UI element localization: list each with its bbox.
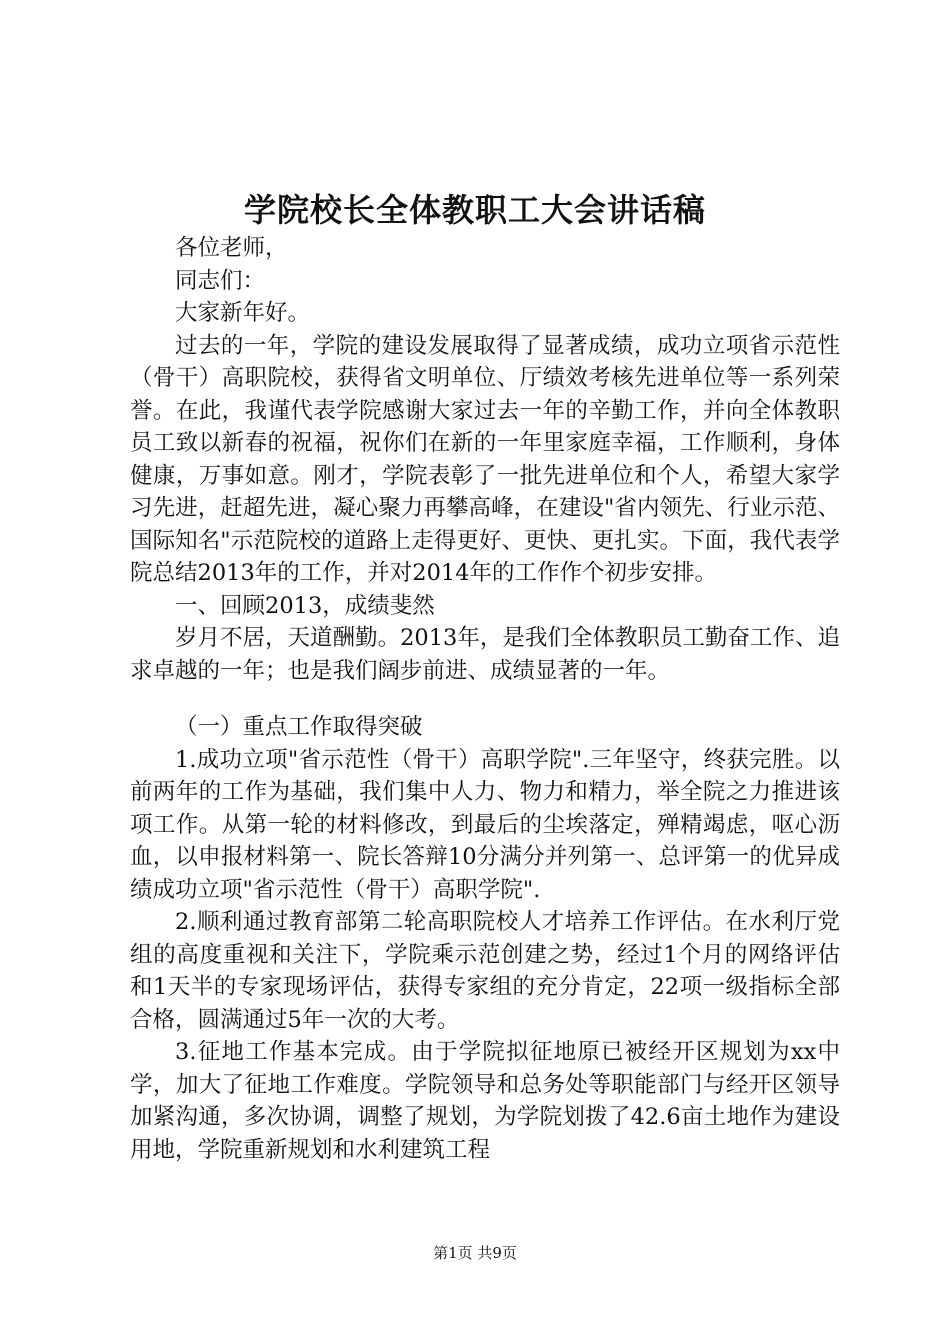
document-title: 学院校长全体教职工大会讲话稿 xyxy=(243,191,706,229)
greeting: 大家新年好。 xyxy=(175,300,311,326)
salutation-comrades: 同志们： xyxy=(175,267,266,294)
paragraph-intro: 过去的一年，学院的建设发展取得了显著成绩，成功立项省示范性（骨干）高职院校，获得省文明单位、厅绩效考核先进单位等一系列荣誉。在此，我谨代表学院感谢大家过去一年的辛勤工作，并向全体教职员工致以新春的祝福，祝你们在新的一年里家庭幸福，工作顺利，身体健康，万事如意。刚才，学院表彰了一批先进单位和个人，希望大家学习先进，赶超先进，凝心聚力再攀高峰，在建设"省内领先、行业示范、国际知名"示范院校的道路上走得更好、更快、更扎实。下面，我代表学院总结2013年的工作，并对2014年的工作作个初步安排。 xyxy=(130,332,840,586)
paragraph-item-2: 2.顺利通过教育部第二轮高职院校人才培养工作评估。在水利厅党组的高度重视和关注下，学院乘示范创建之势，经过1个月的网络评估和1天半的专家现场评估，获得专家组的充分肯定，22项一级指标全部合格，圆满通过5年一次的大考。 xyxy=(130,909,840,1033)
salutation-teachers: 各位老师， xyxy=(175,235,288,261)
subsection-heading-key-work: （一）重点工作取得突破 xyxy=(175,714,423,740)
section-heading-review: 一、回顾2013，成绩斐然 xyxy=(175,592,435,619)
paragraph-summary: 岁月不居，天道酬勤。2013年，是我们全体教职员工勤奋工作、追求卓越的一年；也是我们阔步前进、成绩显著的一年。 xyxy=(130,625,840,684)
document-body xyxy=(130,232,840,1166)
paragraph-item-3: 3.征地工作基本完成。由于学院拟征地原已被经开区规划为xx中学，加大了征地工作难度。学院领导和总务处等职能部门与经开区领导加紧沟通，多次协调，调整了规划，为学院划拨了42.6亩土地作为建设用地，学院重新规划和水利建筑工程 xyxy=(130,1039,840,1163)
page-number-footer: 第1页 共9页 xyxy=(433,1244,517,1262)
paragraph-item-1: 1.成功立项"省示范性（骨干）高职学院".三年坚守，终获完胜。以前两年的工作为基础，我们集中人力、物力和精力，举全院之力推进该项工作。从第一轮的材料修改，到最后的尘埃落定，殚精竭虑，呕心沥血，以申报材料第一、院长答辩10分满分并列第一、总评第一的优异成绩成功立项"省示范性（骨干）高职学院". xyxy=(130,746,840,903)
